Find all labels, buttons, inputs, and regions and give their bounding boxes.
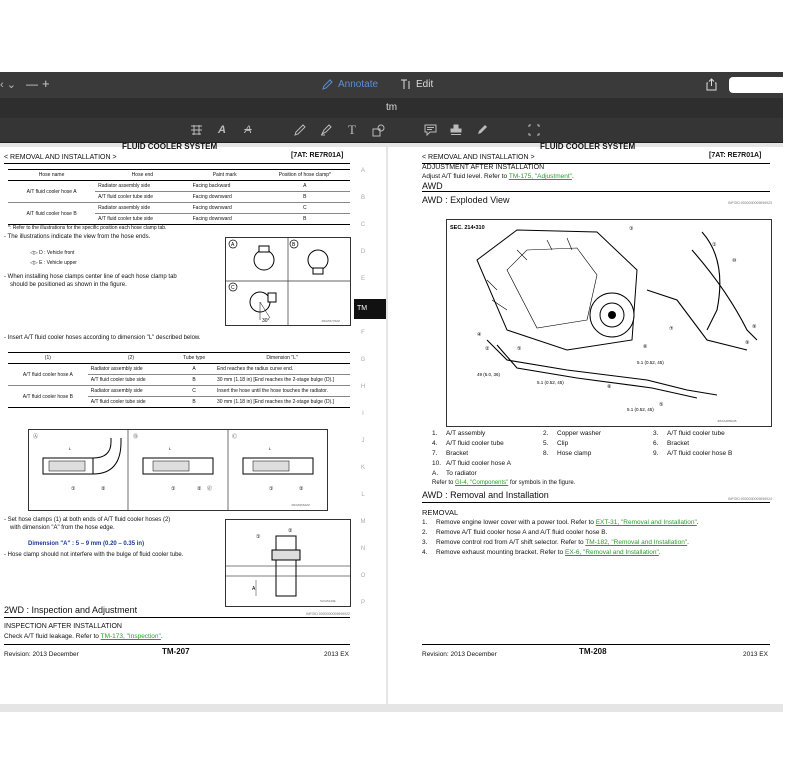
share-button[interactable] <box>706 78 717 94</box>
table-cell: B <box>174 397 214 408</box>
nav-letter[interactable]: P <box>360 600 365 606</box>
nav-letter[interactable]: E <box>360 276 365 282</box>
table-cell: C <box>260 203 350 214</box>
legend-text: A/T fluid cooler hose B <box>667 450 733 457</box>
svg-text:ⓓ: ⓓ <box>207 486 213 492</box>
nav-letter[interactable]: N <box>360 546 366 552</box>
table-header: Hose name <box>8 170 95 181</box>
svg-text:③: ③ <box>629 226 634 232</box>
document-title: tm <box>0 98 783 118</box>
clamp-position-figure <box>225 519 351 607</box>
section-heading: AWD : Removal and Installation <box>422 490 549 500</box>
svg-text:B: B <box>292 242 296 248</box>
table-cell: A <box>260 181 350 192</box>
hose-table <box>8 169 350 225</box>
svg-text:④: ④ <box>477 332 482 338</box>
comment-icon[interactable] <box>422 122 438 138</box>
stamp-icon[interactable] <box>448 122 464 138</box>
svg-text:A: A <box>252 586 256 592</box>
legend-num: 2. <box>543 430 549 437</box>
table-cell: Radiator assembly side <box>88 364 174 375</box>
legend-num: 6. <box>653 440 659 447</box>
table-header: Hose end <box>95 170 189 181</box>
svg-text:L: L <box>69 446 72 451</box>
back-menu-button[interactable]: ‹ ⌄ <box>0 79 16 91</box>
step-num: 4. <box>422 549 428 556</box>
svg-text:①: ① <box>171 486 176 492</box>
table-cell: A/T fluid cooler hose B <box>8 203 95 225</box>
adjust-text-end: . <box>571 173 574 180</box>
svg-text:②: ② <box>288 528 293 534</box>
table-header: Dimension "L" <box>214 353 350 364</box>
page-tm-208 <box>388 142 783 704</box>
link-ex-6[interactable]: EX-6, "Removal and Installation" <box>564 549 659 556</box>
nav-letter[interactable]: J <box>361 438 365 444</box>
nav-letter[interactable]: M <box>360 519 366 525</box>
bullet-text: - Hose clamp should not interfere with the bulge of fluid cooler tube. <box>4 552 184 558</box>
nav-active-tm[interactable]: TM <box>354 299 386 319</box>
edit-button[interactable] <box>400 79 433 90</box>
table-cell: C <box>174 386 214 397</box>
svg-text:⑩: ⑩ <box>732 258 737 264</box>
legend-text: Bracket <box>667 440 690 447</box>
shape-icon[interactable] <box>370 122 386 138</box>
link-tm-173[interactable]: TM-173, "Inspection" <box>100 633 161 640</box>
nav-letter[interactable]: H <box>360 384 366 390</box>
torque-spec: 5.1 (0.52, 45) <box>637 360 664 365</box>
svg-text:L: L <box>269 446 272 451</box>
table-cell: Facing backward <box>190 181 260 192</box>
bullet-text: with dimension "A" from the hose edge. <box>10 525 115 531</box>
table-cell: 30 mm (1.18 in) [End reaches the 2-stage bulge (D).] <box>214 375 350 386</box>
model-label: [7AT: RE7R01A] <box>709 152 762 159</box>
svg-text:⑦: ⑦ <box>669 326 674 332</box>
legend-text: A/T assembly <box>446 430 486 437</box>
subheading: REMOVAL <box>422 508 459 517</box>
subheading: INSPECTION AFTER INSTALLATION <box>4 623 122 630</box>
legend-num: 8. <box>543 450 549 457</box>
legend-num: 5. <box>543 440 549 447</box>
fig-angle: 30° <box>262 318 270 324</box>
svg-text:②: ② <box>101 486 106 492</box>
table-header: Tube type <box>174 353 214 364</box>
dimension-a <box>28 541 144 547</box>
svg-text:L: L <box>169 446 172 451</box>
legend-text: Bracket <box>446 450 469 457</box>
bullet-text: - Insert A/T fluid cooler hoses according to dimension "L" described below. <box>4 335 201 341</box>
legend-num: 4. <box>432 440 438 447</box>
step-text: Remove A/T fluid cooler hose A and A/T fluid cooler hose B. <box>436 529 608 536</box>
table-header: Position of hose clamp* <box>260 170 350 181</box>
text-color-icon[interactable]: A <box>218 124 226 136</box>
table-cell: A/T fluid cooler tube side <box>95 214 189 225</box>
table-header: (2) <box>88 353 174 364</box>
section-code: SEC. 214•310 <box>450 225 485 231</box>
legend-text: A/T fluid cooler hose A <box>446 460 511 467</box>
svg-text:Ⓐ: Ⓐ <box>33 434 39 440</box>
link-tm-175[interactable]: TM-175, "Adjustment" <box>508 173 572 180</box>
pen-icon[interactable] <box>292 122 308 138</box>
info-id: INFOID:0000000009696922 <box>306 612 350 616</box>
table-cell: Radiator assembly side <box>88 386 174 397</box>
refer-text <box>432 480 575 486</box>
refer-body: Refer to <box>432 480 456 486</box>
svg-text:A: A <box>231 242 235 248</box>
table-cell: B <box>260 192 350 203</box>
adjust-text-body: Adjust A/T fluid level. Refer to <box>422 173 509 180</box>
table-note: *: Refer to the illustrations for the specific position each hose clamp tab. <box>8 225 167 231</box>
footer-model: 2013 EX <box>324 651 349 658</box>
title-bar <box>0 72 783 98</box>
table-cell: A/T fluid cooler hose B <box>8 386 88 408</box>
nav-letter[interactable]: I <box>362 411 364 417</box>
table-cell: Insert the hose until the hose touches the radiator. <box>214 386 350 397</box>
dimension-a-label: Dimension "A" <box>28 541 71 547</box>
svg-text:Ⓒ: Ⓒ <box>232 434 238 440</box>
signature-icon[interactable] <box>474 122 490 138</box>
step-text: Remove engine lower cover with a power tool. Refer to <box>436 519 596 526</box>
legend-num: 3. <box>653 430 659 437</box>
table-cell: Facing downward <box>190 214 260 225</box>
document-canvas[interactable] <box>0 143 783 712</box>
svg-text:②: ② <box>485 346 490 352</box>
dimension-a-value: : 5 – 9 mm (0.20 – 0.35 in) <box>72 541 145 547</box>
crop-icon[interactable] <box>526 122 542 138</box>
step-num: 1. <box>422 519 428 526</box>
dimension-table <box>8 352 350 408</box>
legend-d-text: : Vehicle front <box>44 250 75 256</box>
legend-num: 7. <box>432 450 438 457</box>
legend-num: 1. <box>432 430 438 437</box>
search-input[interactable] <box>729 77 789 93</box>
side-nav <box>354 147 386 704</box>
info-id: INFOID:0000000009696924 <box>728 497 772 501</box>
section-heading: AWD : Exploded View <box>422 195 510 205</box>
refer-end: for symbols in the figure. <box>508 480 576 486</box>
nav-letter[interactable]: C <box>360 222 366 228</box>
svg-text:②: ② <box>299 486 304 492</box>
step-text: Remove exhaust mounting bracket. Refer to <box>436 549 565 556</box>
footer-revision: Revision: 2013 December <box>422 651 497 658</box>
table-cell: Facing downward <box>190 192 260 203</box>
annotate-button[interactable] <box>322 79 378 90</box>
legend-text: To radiator <box>446 470 477 477</box>
table-cell: A <box>174 364 214 375</box>
svg-text:①: ① <box>712 242 717 248</box>
legend-d: ◁▷ D : Vehicle front <box>30 250 75 256</box>
nav-letter[interactable]: F <box>361 330 365 336</box>
table-cell: B <box>260 214 350 225</box>
legend-e-text: : Vehicle upper <box>43 260 77 266</box>
fig-code: JSDIA5664ZZ <box>291 503 310 507</box>
adjust-text <box>422 173 574 180</box>
svg-text:⑤: ⑤ <box>517 346 522 352</box>
table-cell: B <box>174 375 214 386</box>
check-text-end: . <box>160 633 163 640</box>
legend-num: 9. <box>653 450 659 457</box>
nav-letter[interactable]: G <box>360 357 366 363</box>
legend-num: A. <box>432 470 439 477</box>
nav-letter[interactable]: O <box>360 573 366 579</box>
svg-text:⑥: ⑥ <box>643 344 648 350</box>
info-id: INFOID:0000000009696923 <box>728 201 772 205</box>
nav-letter[interactable]: B <box>360 195 365 201</box>
section-label: < REMOVAL AND INSTALLATION > <box>422 154 535 161</box>
edit-label: Edit <box>416 79 434 90</box>
svg-text:②: ② <box>197 486 202 492</box>
section-heading: 2WD : Inspection and Adjustment <box>4 605 138 615</box>
table-cell: Radiator assembly side <box>95 181 189 192</box>
legend-text: A/T fluid cooler tube <box>667 430 725 437</box>
nav-letter[interactable]: A <box>360 168 365 174</box>
strikethrough-icon[interactable]: A <box>244 124 252 136</box>
hose-dimension-figure <box>28 429 328 511</box>
legend-text: A/T fluid cooler tube <box>446 440 504 447</box>
svg-text:⑤: ⑤ <box>659 402 664 408</box>
table-cell: A/T fluid cooler hose A <box>8 181 95 203</box>
legend-text: Copper washer <box>557 430 602 437</box>
step-end: . <box>696 519 699 526</box>
legend-e: ◁▷ E : Vehicle upper <box>30 260 77 266</box>
svg-text:⑨: ⑨ <box>745 340 750 346</box>
fig-code: JPDIA4850GB <box>717 419 737 423</box>
awd-label: AWD <box>422 181 443 191</box>
link-ext-31[interactable]: EXT-31, "Removal and Installation" <box>595 519 697 526</box>
bullet-text: - The illustrations indicate the view from the hose ends. <box>4 234 151 240</box>
torque-spec: 5.1 (0.52, 45) <box>627 407 654 412</box>
torque-spec: 5.1 (0.52, 45) <box>537 380 564 385</box>
step-num: 3. <box>422 539 428 546</box>
nav-letter[interactable]: L <box>361 492 365 498</box>
table-cell: 30 mm (1.18 in) [End reaches the 2-stage bulge (D).] <box>214 397 350 408</box>
fig-code: SCIA5133E <box>320 599 336 603</box>
step-end: . <box>658 549 661 556</box>
hose-clamp-figure <box>225 237 351 326</box>
zoom-out-button[interactable]: — <box>26 77 38 91</box>
svg-text:⑧: ⑧ <box>607 384 612 390</box>
text-cursor-icon <box>400 79 411 90</box>
page-title: FLUID COOLER SYSTEM <box>540 142 636 151</box>
page-number: TM-208 <box>579 647 607 656</box>
table-cell: Facing downward <box>190 203 260 214</box>
bullet-text: should be positioned as shown in the figure. <box>10 282 127 288</box>
link-tm-182[interactable]: TM-182, "Removal and Installation" <box>585 539 688 546</box>
table-cell: A/T fluid cooler tube side <box>88 375 174 386</box>
nav-letter[interactable]: K <box>360 465 365 471</box>
zoom-in-button[interactable]: + <box>42 76 50 91</box>
bullet-text: - Set hose clamps (1) at both ends of A/T fluid cooler hoses (2) <box>4 517 171 523</box>
table-cell: Radiator assembly side <box>95 203 189 214</box>
table-header: (1) <box>8 353 88 364</box>
legend-text: Hose clamp <box>557 450 592 457</box>
svg-text:Ⓑ: Ⓑ <box>133 434 139 440</box>
exploded-view-figure <box>446 219 772 427</box>
pencil-icon <box>322 79 333 90</box>
section-label: < REMOVAL AND INSTALLATION > <box>4 154 117 161</box>
text-box-icon[interactable]: T <box>348 122 356 137</box>
step-num: 2. <box>422 529 428 536</box>
annotate-label: Annotate <box>338 79 379 90</box>
model-label: [7AT: RE7R01A] <box>291 152 344 159</box>
highlighter-icon[interactable] <box>318 122 334 138</box>
share-icon <box>706 78 717 91</box>
page-number: TM-207 <box>162 647 190 656</box>
check-text <box>4 633 163 640</box>
table-cell: A/T fluid cooler tube side <box>88 397 174 408</box>
annotation-toolbar <box>0 118 783 143</box>
legend-num: 10. <box>432 460 442 467</box>
pdf-viewer-window <box>0 72 783 712</box>
check-text-body: Check A/T fluid leakage. Refer to <box>4 633 101 640</box>
svg-text:①: ① <box>269 486 274 492</box>
legend-text: Clip <box>557 440 569 447</box>
text-style-icon[interactable] <box>188 122 204 138</box>
step-text: Remove control rod from A/T shift selector. Refer to <box>436 539 586 546</box>
table-cell: A/T fluid cooler tube side <box>95 192 189 203</box>
subheading: ADJUSTMENT AFTER INSTALLATION <box>422 164 545 171</box>
footer-revision: Revision: 2013 December <box>4 651 79 658</box>
table-cell: End reaches the radius curve end. <box>214 364 350 375</box>
torque-spec: 49 (5.0, 36) <box>477 372 501 377</box>
table-header: Paint mark <box>190 170 260 181</box>
nav-letter[interactable]: D <box>360 249 366 255</box>
svg-text:①: ① <box>256 534 261 540</box>
svg-text:⑨: ⑨ <box>752 324 757 330</box>
table-cell: A/T fluid cooler hose A <box>8 364 88 386</box>
bullet-text: - When installing hose clamps center line of each hose clamp tab <box>4 274 177 280</box>
page-tm-207 <box>0 142 386 704</box>
page-title: FLUID COOLER SYSTEM <box>122 142 218 151</box>
fig-code: JSDIA5776ZZ <box>321 319 340 323</box>
svg-text:C: C <box>231 285 235 291</box>
link-gi-4[interactable]: GI-4, "Components" <box>455 480 509 486</box>
step-end: . <box>687 539 689 546</box>
footer-model: 2013 EX <box>743 651 768 658</box>
svg-text:①: ① <box>71 486 76 492</box>
